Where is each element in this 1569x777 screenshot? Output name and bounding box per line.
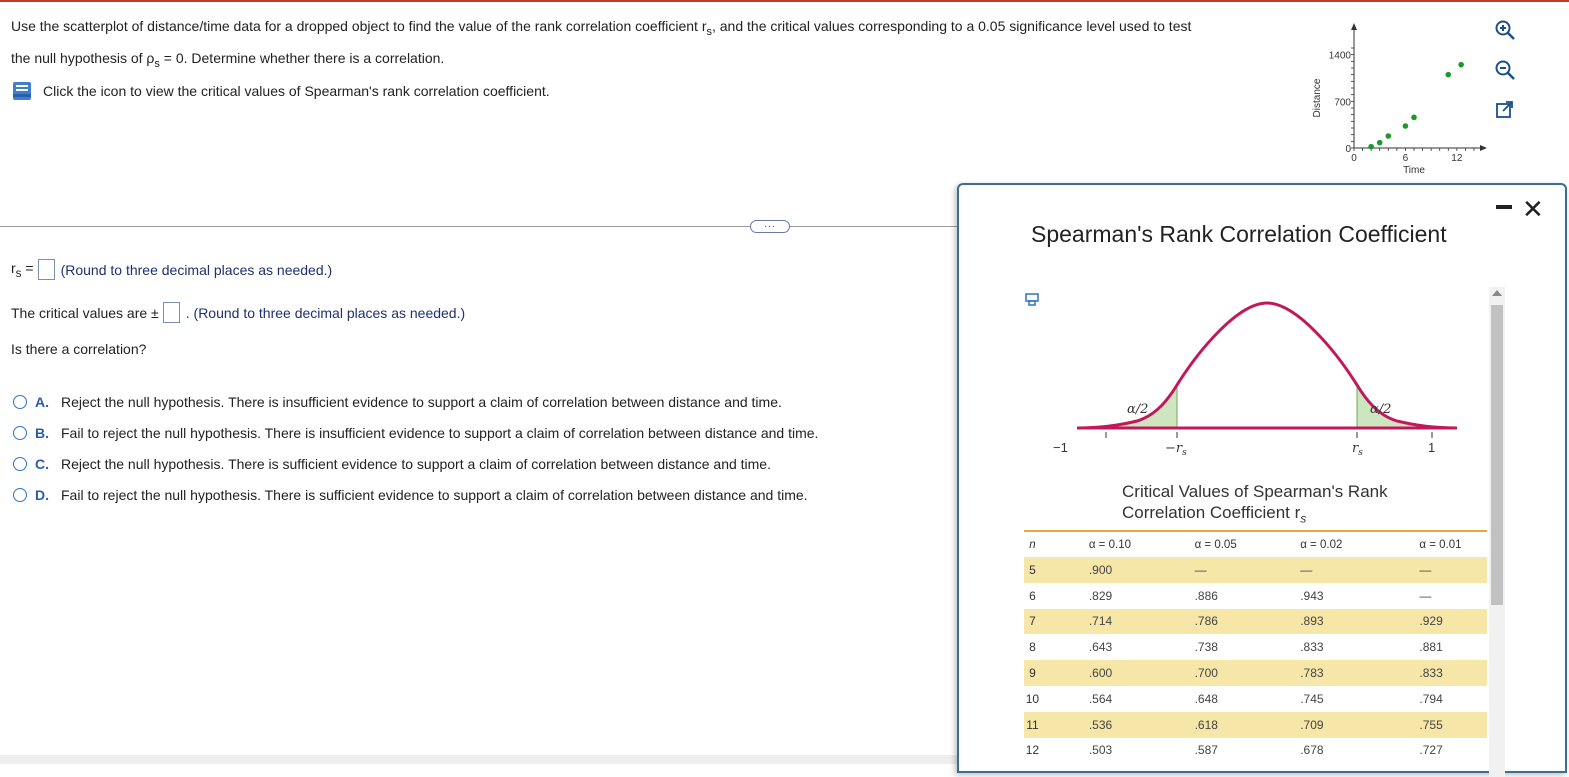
hint-text: Click the icon to view the critical values of Spearman's rank correlation coefficient. (43, 83, 550, 99)
rs-answer-row (11, 259, 332, 280)
data-point (1445, 72, 1451, 78)
option-c[interactable]: C. Reject the null hypothesis. There is sufficient evidence to support a claim of correlation between distance and time. (13, 448, 818, 479)
header-alpha-002: α = 0.02 (1300, 538, 1343, 551)
header-alpha-005: α = 0.05 (1194, 538, 1237, 551)
distribution-diagram (1053, 303, 1477, 463)
table-row: 12 .503 .587 .678 .727 (1024, 738, 1487, 764)
pos-rs-label: $r_s$ (1352, 441, 1363, 458)
bottom-scroll-strip (0, 755, 958, 764)
data-point (1458, 62, 1464, 68)
radio-a[interactable] (13, 395, 27, 409)
option-a[interactable]: A. Reject the null hypothesis. There is insufficient evidence to support a claim of correlation between distance and time. (13, 386, 818, 417)
modal-scrollbar-thumb[interactable] (1491, 305, 1503, 605)
radio-b[interactable] (13, 426, 27, 440)
open-external-icon[interactable] (1491, 96, 1519, 124)
table-row: 9 .600 .700 .783 .833 (1024, 660, 1487, 686)
table-title: Critical Values of Spearman's Rank Correlation Coefficient $r_s$ (1122, 482, 1388, 526)
more-button[interactable]: ... (750, 220, 790, 233)
critical-values-hint[interactable] (11, 81, 550, 101)
data-point (1411, 115, 1417, 121)
data-point (1377, 140, 1383, 146)
answer-options (13, 386, 818, 510)
spearman-modal (957, 183, 1567, 773)
header-n: n (1029, 538, 1036, 551)
y-tick-label: 700 (1334, 97, 1351, 109)
critical-values-table (1024, 530, 1487, 763)
close-button[interactable]: ✕ (1522, 194, 1544, 224)
table-row: 10 .564 .648 .745 .794 (1024, 686, 1487, 712)
critical-values-row (11, 302, 465, 323)
scroll-up-arrow-icon[interactable] (1492, 290, 1502, 296)
neg-one-label: −1 (1053, 440, 1068, 455)
book-icon[interactable] (11, 81, 33, 101)
radio-d[interactable] (13, 488, 27, 502)
header-alpha-001: α = 0.01 (1419, 538, 1462, 551)
x-axis-label: Time (1403, 165, 1425, 176)
correlation-question: Is there a correlation? (11, 341, 147, 357)
option-b[interactable]: B. Fail to reject the null hypothesis. There is insufficient evidence to support a claim of correlation between distance and time. (13, 417, 818, 448)
left-alpha-label: α/2 (1127, 402, 1149, 417)
table-header-row (1024, 531, 1487, 557)
table-row: 7 .714 .786 .893 .929 (1024, 609, 1487, 635)
critical-values-label: The critical values are ± (11, 304, 159, 321)
x-axis-arrow (1480, 145, 1487, 151)
radio-c[interactable] (13, 457, 27, 471)
data-point (1368, 144, 1374, 150)
y-tick-label: 0 (1345, 144, 1351, 155)
modal-title: Spearman's Rank Correlation Coefficient (1031, 221, 1447, 247)
header-alpha-010: α = 0.10 (1088, 538, 1131, 551)
x-tick-label: 12 (1451, 153, 1463, 164)
zoom-in-icon[interactable] (1491, 16, 1519, 44)
critical-round-note: . (Round to three decimal places as needed.) (185, 304, 466, 321)
table-row: 6 .829 .886 .943 — (1024, 583, 1487, 609)
side-toolbar (1491, 16, 1519, 136)
rs-round-note: (Round to three decimal places as needed.) (60, 261, 333, 278)
minimize-button[interactable] (1496, 205, 1512, 209)
section-divider (0, 226, 958, 227)
neg-rs-label: $-r_s$ (1165, 441, 1187, 458)
table-row: 5 .900 — — — (1024, 557, 1487, 583)
data-point (1403, 123, 1409, 129)
rs-input[interactable] (38, 259, 55, 280)
zoom-out-icon[interactable] (1491, 56, 1519, 84)
data-point (1385, 133, 1391, 139)
y-axis-label: Distance (1312, 78, 1323, 118)
right-alpha-label: α/2 (1370, 402, 1392, 417)
y-tick-label: 1400 (1328, 50, 1351, 62)
option-d[interactable]: D. Fail to reject the null hypothesis. There is sufficient evidence to support a claim of correlation between distance and time. (13, 479, 818, 510)
rs-label: $r_s$ = (11, 259, 34, 280)
top-accent-line (0, 0, 1569, 2)
table-row: 8 .643 .738 .833 .881 (1024, 634, 1487, 660)
x-tick-label: 6 (1402, 153, 1409, 164)
x-tick-label: 0 (1351, 153, 1357, 164)
table-row: 11 .536 .618 .709 .755 (1024, 712, 1487, 738)
scatterplot (1300, 20, 1495, 195)
y-axis-arrow (1351, 23, 1357, 30)
print-icon[interactable] (1024, 293, 1040, 307)
question-text: Use the scatterplot of distance/time data for a dropped object to find the value of the rank correlation coefficient $r_s$, and the critical values corresponding to a 0.05 significance level used to test the null hypothesis of $\rho_s = 0$. Determine whether there is a correlation. (11, 18, 1192, 70)
one-label: 1 (1428, 440, 1436, 455)
critical-value-input[interactable] (163, 302, 180, 323)
